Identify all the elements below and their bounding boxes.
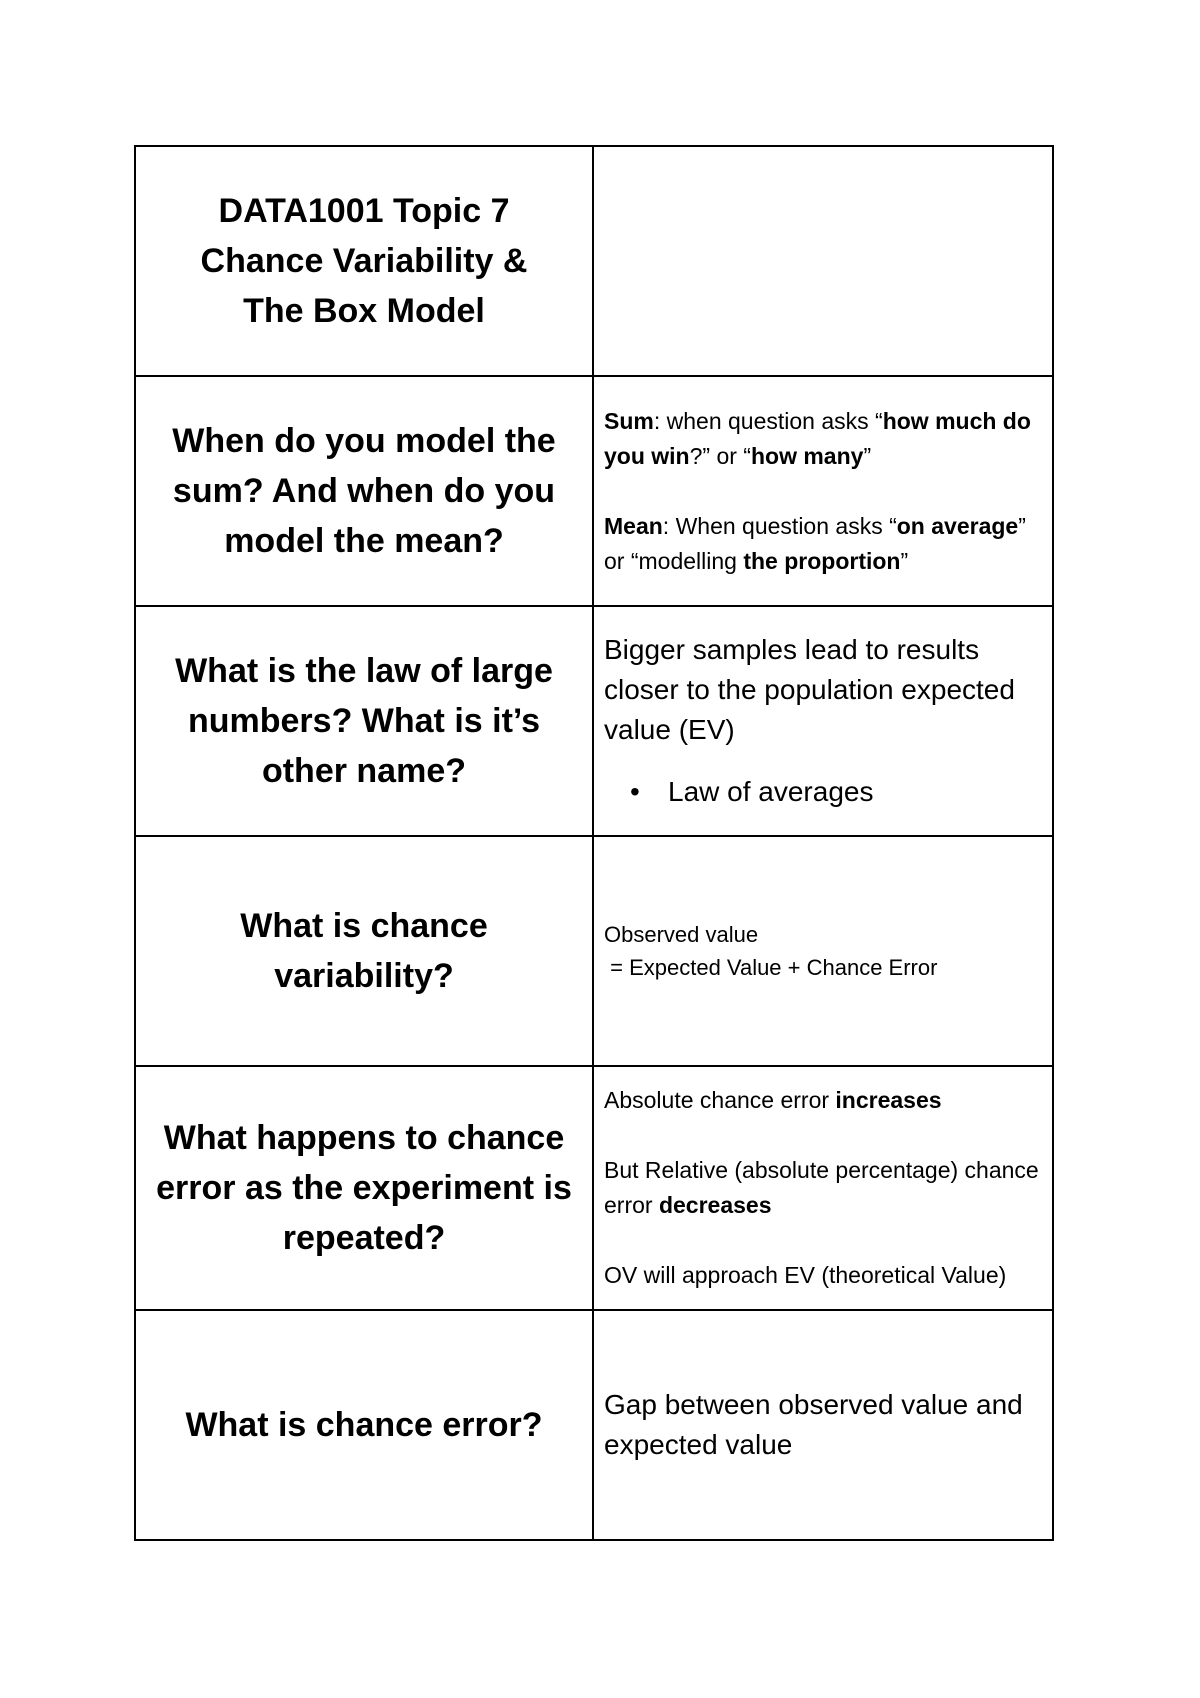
- sum-label: Sum: [604, 407, 654, 434]
- answer-chance-variability: [593, 836, 1053, 1066]
- title-line-2: Chance Variability &: [200, 242, 528, 280]
- answer-chance-error-repeated: [593, 1066, 1053, 1310]
- ce-p2-text: But Relative (absolute percentage) chance error: [604, 1157, 1039, 1218]
- card-row-sum-mean: [135, 376, 1053, 606]
- answer-cv-line-1: Observed value: [604, 922, 759, 947]
- answer-ce-paragraph-2: [604, 1153, 1042, 1223]
- mean-text-2: ” or “modelling: [604, 512, 1026, 574]
- sum-bold-2: how many: [750, 442, 864, 469]
- question-chance-error-repeated: What happens to chance error as the experiment is repeated?: [135, 1066, 593, 1310]
- sum-bold-1: how much do you win: [604, 407, 1031, 469]
- list-item: [630, 772, 1042, 812]
- sum-text-2: ?” or “: [689, 442, 751, 469]
- question-law-large-numbers: What is the law of large numbers? What is it’s other name?: [135, 606, 593, 836]
- mean-text-1: : When question asks “: [662, 512, 897, 539]
- card-row-law-large-numbers: [135, 606, 1053, 836]
- mean-bold-2: the proportion: [743, 547, 901, 574]
- ce-p1-text: Absolute chance error: [604, 1087, 836, 1113]
- answer-sum-paragraph: [604, 404, 1042, 474]
- title-cell: [135, 146, 593, 376]
- card-row-chance-error: [135, 1310, 1053, 1540]
- mean-text-3: ”: [900, 547, 909, 574]
- sum-text-3: ”: [863, 442, 872, 469]
- answer-sum-mean: [593, 376, 1053, 606]
- bullet-icon: •: [630, 776, 640, 807]
- question-sum-mean: When do you model the sum? And when do you model the mean?: [135, 376, 593, 606]
- answer-law-large-numbers: [593, 606, 1053, 836]
- answer-cv-line-2: = Expected Value + Chance Error: [604, 955, 938, 980]
- answer-chance-error: Gap between observed value and expected value: [593, 1310, 1053, 1540]
- card-row-chance-variability: [135, 836, 1053, 1066]
- ce-p2-bold: decreases: [658, 1192, 772, 1218]
- answer-ce-paragraph-3: OV will approach EV (theoretical Value): [604, 1262, 1007, 1288]
- card-row-chance-error-repeated: [135, 1066, 1053, 1310]
- answer-mean-paragraph: [604, 509, 1042, 579]
- mean-bold-1: on average: [896, 512, 1019, 539]
- answer-lln-bullets: [604, 772, 1042, 812]
- answer-ce-paragraph-1: [604, 1083, 1042, 1118]
- card-row-title: [135, 146, 1053, 376]
- ce-p1-bold: increases: [835, 1087, 942, 1113]
- mean-label: Mean: [604, 512, 663, 539]
- answer-lln-text: Bigger samples lead to results closer to the population expected value (EV): [604, 634, 1015, 745]
- title-line-1: DATA1001 Topic 7: [218, 192, 510, 230]
- title-line-3: The Box Model: [243, 292, 485, 330]
- bullet-text: Law of averages: [668, 776, 874, 807]
- question-chance-variability: What is chance variability?: [135, 836, 593, 1066]
- sum-text-1: : when question asks “: [653, 407, 883, 434]
- flashcard-table: [134, 145, 1054, 1541]
- title-answer-cell: [593, 146, 1053, 376]
- question-chance-error: What is chance error?: [135, 1310, 593, 1540]
